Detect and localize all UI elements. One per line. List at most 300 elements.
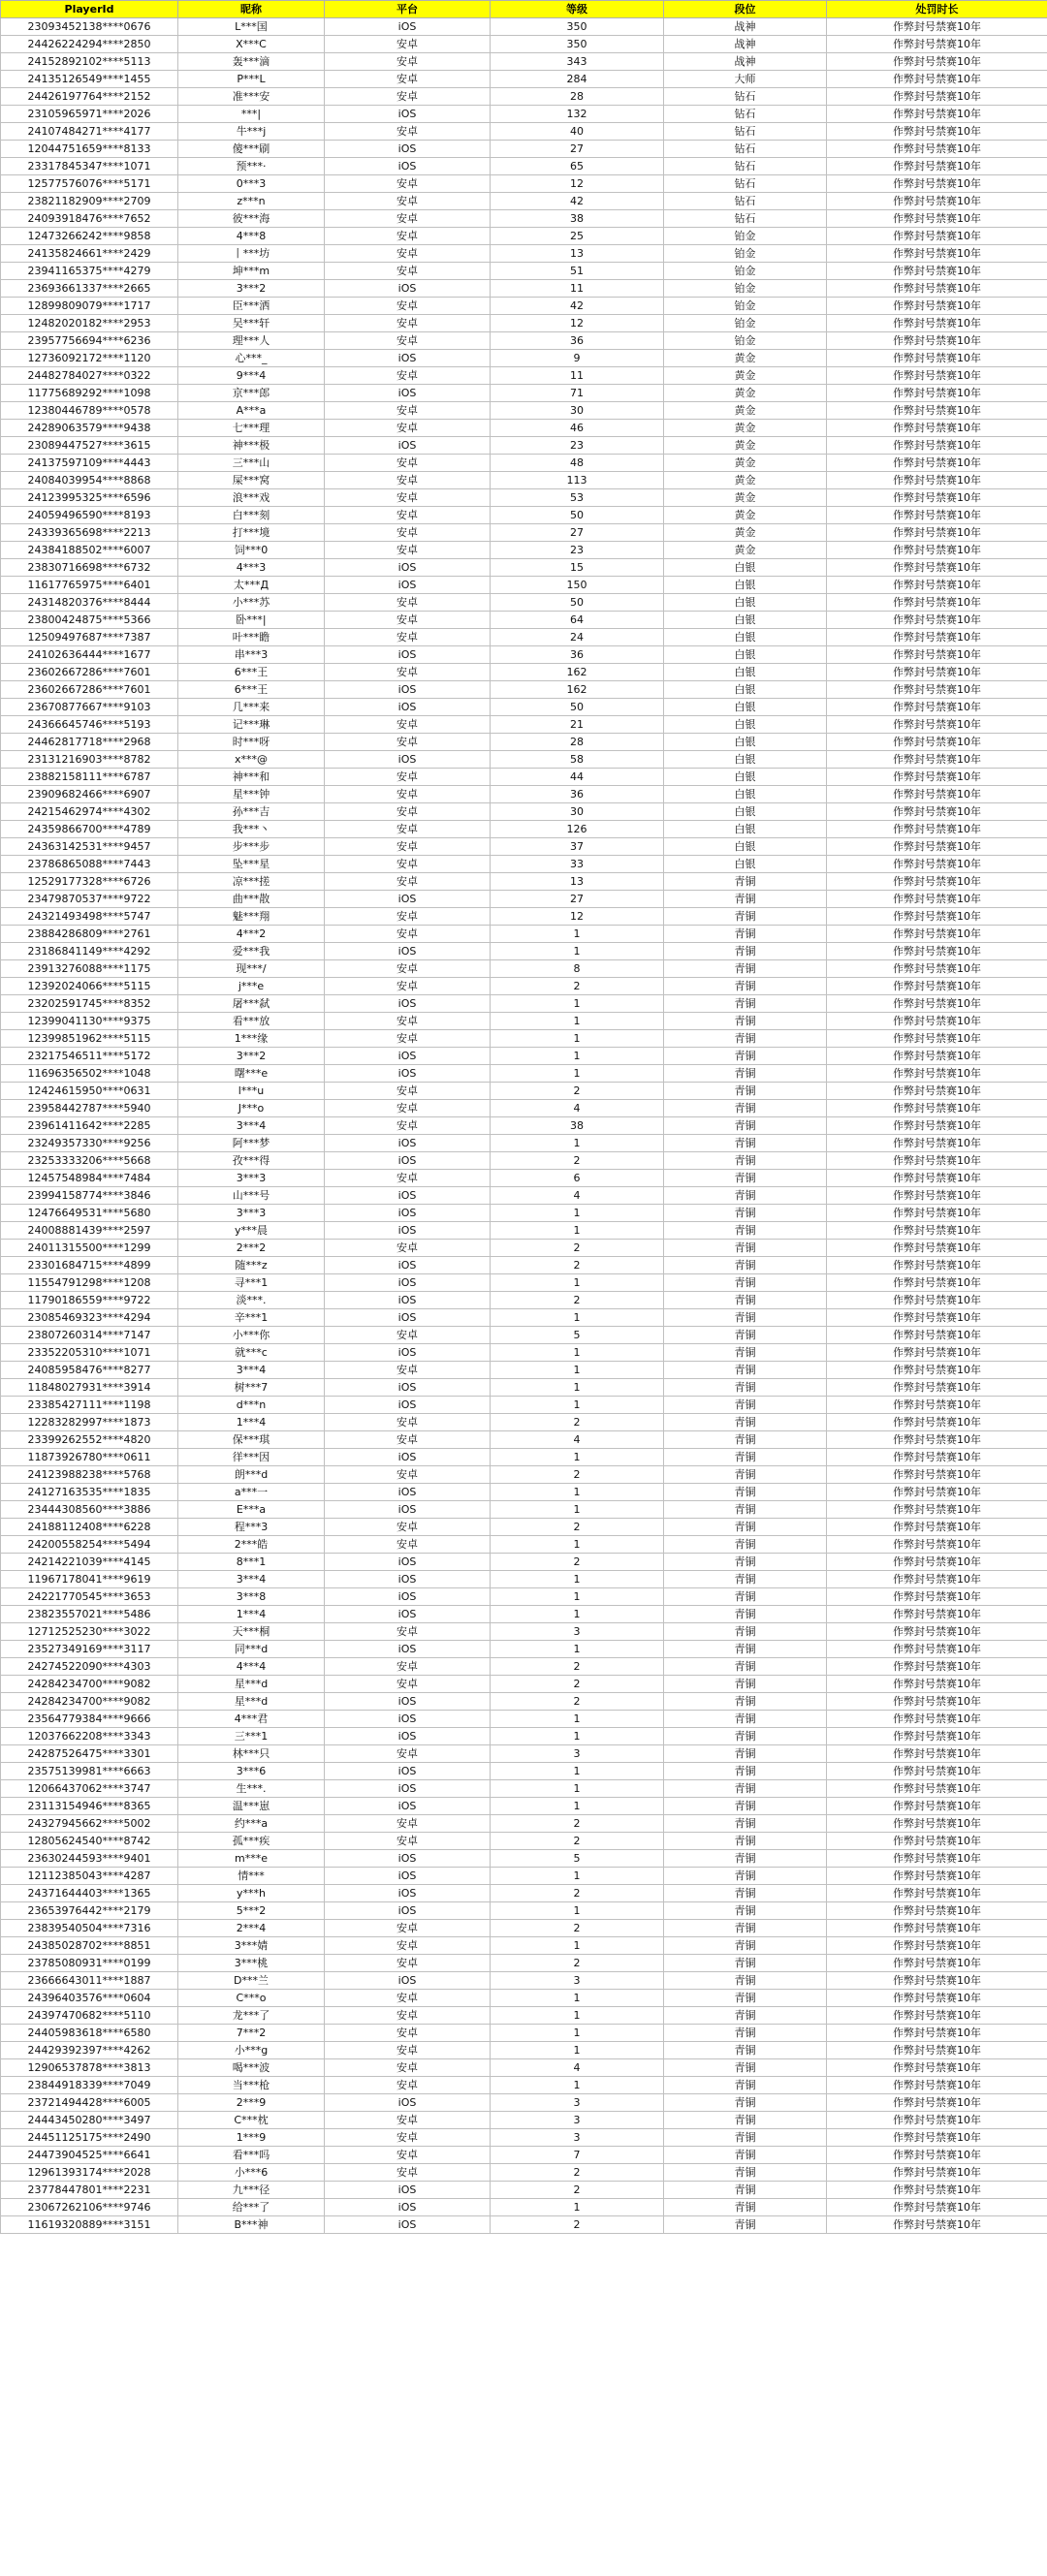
cell-penalty: 作弊封号禁赛10年: [827, 1641, 1047, 1658]
cell-player-id: 24397470682****5110: [1, 2007, 178, 2025]
table-row: [1, 751, 1047, 769]
table-row: [1, 960, 1047, 978]
cell-player-id: 24093918476****7652: [1, 210, 178, 228]
cell-level: 46: [491, 420, 664, 437]
cell-penalty: 作弊封号禁赛10年: [827, 1937, 1047, 1955]
cell-rank: 白银: [664, 559, 827, 577]
cell-penalty: 作弊封号禁赛10年: [827, 1257, 1047, 1274]
cell-rank: 铂金: [664, 315, 827, 332]
cell-level: 3: [491, 2094, 664, 2112]
cell-nickname: 6***王: [178, 681, 325, 699]
table-row: [1, 1431, 1047, 1449]
cell-platform: 安卓: [325, 838, 491, 856]
table-row: [1, 1449, 1047, 1466]
cell-nickname: 我***丶: [178, 821, 325, 838]
cell-level: 350: [491, 36, 664, 53]
cell-player-id: 24107484271****4177: [1, 123, 178, 141]
cell-player-id: 23217546511****5172: [1, 1048, 178, 1065]
cell-rank: 青铜: [664, 908, 827, 926]
cell-nickname: 8***1: [178, 1554, 325, 1571]
cell-level: 27: [491, 891, 664, 908]
cell-rank: 青铜: [664, 1100, 827, 1117]
table-row: [1, 1152, 1047, 1170]
table-row: [1, 2129, 1047, 2147]
cell-level: 48: [491, 455, 664, 472]
table-row: [1, 315, 1047, 332]
cell-rank: 青铜: [664, 1065, 827, 1083]
cell-penalty: 作弊封号禁赛10年: [827, 1885, 1047, 1902]
cell-level: 5: [491, 1850, 664, 1868]
table-row: [1, 1833, 1047, 1850]
cell-level: 1: [491, 1641, 664, 1658]
cell-level: 2: [491, 1658, 664, 1676]
cell-player-id: 12457548984****7484: [1, 1170, 178, 1187]
table-row: [1, 245, 1047, 263]
table-row: [1, 1205, 1047, 1222]
cell-rank: 青铜: [664, 1780, 827, 1798]
cell-nickname: 看***放: [178, 1013, 325, 1030]
table-row: [1, 926, 1047, 943]
cell-player-id: 12399851962****5115: [1, 1030, 178, 1048]
cell-nickname: 1***4: [178, 1606, 325, 1623]
cell-platform: iOS: [325, 1850, 491, 1868]
cell-penalty: 作弊封号禁赛10年: [827, 891, 1047, 908]
cell-platform: 安卓: [325, 1030, 491, 1048]
cell-penalty: 作弊封号禁赛10年: [827, 2077, 1047, 2094]
cell-player-id: 24359866700****4789: [1, 821, 178, 838]
cell-player-id: 23202591745****8352: [1, 995, 178, 1013]
cell-penalty: 作弊封号禁赛10年: [827, 1850, 1047, 1868]
cell-level: 12: [491, 175, 664, 193]
cell-rank: 黄金: [664, 472, 827, 489]
cell-player-id: 23778447801****2231: [1, 2182, 178, 2199]
cell-player-id: 24215462974****4302: [1, 803, 178, 821]
cell-level: 2: [491, 1519, 664, 1536]
cell-level: 2: [491, 2182, 664, 2199]
cell-rank: 青铜: [664, 2129, 827, 2147]
cell-platform: iOS: [325, 2216, 491, 2234]
cell-penalty: 作弊封号禁赛10年: [827, 1414, 1047, 1431]
cell-level: 1: [491, 1135, 664, 1152]
cell-penalty: 作弊封号禁赛10年: [827, 263, 1047, 280]
cell-level: 11: [491, 367, 664, 385]
table-row: [1, 1030, 1047, 1048]
cell-platform: iOS: [325, 1205, 491, 1222]
cell-rank: 白银: [664, 838, 827, 856]
table-row: [1, 1868, 1047, 1885]
cell-level: 1: [491, 1397, 664, 1414]
cell-nickname: 星***钟: [178, 786, 325, 803]
cell-player-id: 23249357330****9256: [1, 1135, 178, 1152]
table-row: [1, 1048, 1047, 1065]
cell-level: 11: [491, 280, 664, 298]
cell-nickname: 3***3: [178, 1205, 325, 1222]
cell-platform: iOS: [325, 280, 491, 298]
cell-penalty: 作弊封号禁赛10年: [827, 350, 1047, 367]
cell-penalty: 作弊封号禁赛10年: [827, 489, 1047, 507]
cell-player-id: 24214221039****4145: [1, 1554, 178, 1571]
cell-nickname: 喝***波: [178, 2059, 325, 2077]
cell-level: 1: [491, 943, 664, 960]
cell-rank: 黄金: [664, 350, 827, 367]
table-row: [1, 106, 1047, 123]
table-row: [1, 1972, 1047, 1990]
cell-level: 1: [491, 1379, 664, 1397]
cell-nickname: 曙***e: [178, 1065, 325, 1083]
cell-penalty: 作弊封号禁赛10年: [827, 141, 1047, 158]
cell-penalty: 作弊封号禁赛10年: [827, 1920, 1047, 1937]
cell-platform: 安卓: [325, 1815, 491, 1833]
cell-rank: 青铜: [664, 1187, 827, 1205]
cell-penalty: 作弊封号禁赛10年: [827, 53, 1047, 71]
cell-platform: iOS: [325, 2094, 491, 2112]
cell-platform: 安卓: [325, 908, 491, 926]
cell-player-id: 23830716698****6732: [1, 559, 178, 577]
cell-nickname: 淡***.: [178, 1292, 325, 1309]
cell-penalty: 作弊封号禁赛10年: [827, 193, 1047, 210]
cell-player-id: 24426197764****2152: [1, 88, 178, 106]
cell-rank: 青铜: [664, 1536, 827, 1554]
cell-penalty: 作弊封号禁赛10年: [827, 559, 1047, 577]
cell-level: 51: [491, 263, 664, 280]
cell-player-id: 23884286809****2761: [1, 926, 178, 943]
cell-penalty: 作弊封号禁赛10年: [827, 1292, 1047, 1309]
cell-player-id: 24405983618****6580: [1, 2025, 178, 2042]
cell-penalty: 作弊封号禁赛10年: [827, 1745, 1047, 1763]
cell-player-id: 24384188502****6007: [1, 542, 178, 559]
cell-player-id: 24274522090****4303: [1, 1658, 178, 1676]
cell-platform: iOS: [325, 1728, 491, 1745]
cell-rank: 黄金: [664, 402, 827, 420]
cell-penalty: 作弊封号禁赛10年: [827, 2147, 1047, 2164]
cell-player-id: 24200558254****5494: [1, 1536, 178, 1554]
cell-level: 23: [491, 542, 664, 559]
cell-nickname: 朗***d: [178, 1466, 325, 1484]
cell-rank: 青铜: [664, 1745, 827, 1763]
cell-nickname: 几***来: [178, 699, 325, 716]
cell-level: 12: [491, 315, 664, 332]
cell-platform: 安卓: [325, 926, 491, 943]
table-row: [1, 507, 1047, 524]
cell-penalty: 作弊封号禁赛10年: [827, 1868, 1047, 1885]
cell-platform: 安卓: [325, 2007, 491, 2025]
cell-platform: 安卓: [325, 856, 491, 873]
cell-penalty: 作弊封号禁赛10年: [827, 995, 1047, 1013]
cell-penalty: 作弊封号禁赛10年: [827, 158, 1047, 175]
cell-platform: 安卓: [325, 1676, 491, 1693]
cell-player-id: 24284234700****9082: [1, 1676, 178, 1693]
cell-level: 13: [491, 873, 664, 891]
cell-level: 4: [491, 1100, 664, 1117]
table-row: [1, 1274, 1047, 1292]
cell-player-id: 24102636444****1677: [1, 646, 178, 664]
cell-rank: 青铜: [664, 1990, 827, 2007]
cell-rank: 青铜: [664, 1658, 827, 1676]
cell-penalty: 作弊封号禁赛10年: [827, 1152, 1047, 1170]
cell-nickname: 3***4: [178, 1362, 325, 1379]
cell-platform: 安卓: [325, 1519, 491, 1536]
cell-nickname: 随***z: [178, 1257, 325, 1274]
cell-level: 1: [491, 1048, 664, 1065]
cell-nickname: 牛***j: [178, 123, 325, 141]
cell-penalty: 作弊封号禁赛10年: [827, 751, 1047, 769]
cell-player-id: 24339365698****2213: [1, 524, 178, 542]
table-row: [1, 332, 1047, 350]
cell-level: 2: [491, 1152, 664, 1170]
cell-penalty: 作弊封号禁赛10年: [827, 2112, 1047, 2129]
cell-platform: 安卓: [325, 298, 491, 315]
cell-nickname: C***o: [178, 1990, 325, 2007]
cell-penalty: 作弊封号禁赛10年: [827, 664, 1047, 681]
cell-nickname: 9***4: [178, 367, 325, 385]
cell-player-id: 23630244593****9401: [1, 1850, 178, 1868]
cell-level: 1: [491, 1309, 664, 1327]
cell-level: 5: [491, 1327, 664, 1344]
cell-rank: 青铜: [664, 1571, 827, 1588]
cell-platform: 安卓: [325, 420, 491, 437]
cell-level: 36: [491, 332, 664, 350]
cell-level: 33: [491, 856, 664, 873]
cell-penalty: 作弊封号禁赛10年: [827, 1187, 1047, 1205]
cell-penalty: 作弊封号禁赛10年: [827, 106, 1047, 123]
cell-rank: 青铜: [664, 2216, 827, 2234]
cell-platform: iOS: [325, 1711, 491, 1728]
cell-penalty: 作弊封号禁赛10年: [827, 960, 1047, 978]
cell-level: 3: [491, 1972, 664, 1990]
cell-level: 4: [491, 1431, 664, 1449]
cell-player-id: 12473266242****9858: [1, 228, 178, 245]
cell-level: 1: [491, 1780, 664, 1798]
cell-platform: 安卓: [325, 1833, 491, 1850]
cell-player-id: 23085469323****4294: [1, 1309, 178, 1327]
cell-level: 1: [491, 2077, 664, 2094]
cell-platform: 安卓: [325, 367, 491, 385]
cell-platform: 安卓: [325, 978, 491, 995]
cell-nickname: 凉***搓: [178, 873, 325, 891]
table-row: [1, 1117, 1047, 1135]
cell-player-id: 24188112408****6228: [1, 1519, 178, 1536]
table-row: [1, 1536, 1047, 1554]
cell-level: 1: [491, 1030, 664, 1048]
cell-nickname: 就***c: [178, 1344, 325, 1362]
cell-penalty: 作弊封号禁赛10年: [827, 1135, 1047, 1152]
cell-level: 1: [491, 1588, 664, 1606]
cell-platform: 安卓: [325, 71, 491, 88]
cell-rank: 青铜: [664, 943, 827, 960]
cell-player-id: 12899809079****1717: [1, 298, 178, 315]
cell-penalty: 作弊封号禁赛10年: [827, 1397, 1047, 1414]
cell-platform: 安卓: [325, 960, 491, 978]
cell-platform: 安卓: [325, 594, 491, 612]
cell-player-id: 23527349169****3117: [1, 1641, 178, 1658]
cell-nickname: 给***了: [178, 2199, 325, 2216]
cell-penalty: 作弊封号禁赛10年: [827, 71, 1047, 88]
cell-player-id: 23693661337****2665: [1, 280, 178, 298]
cell-rank: 白银: [664, 856, 827, 873]
cell-penalty: 作弊封号禁赛10年: [827, 926, 1047, 943]
cell-rank: 青铜: [664, 1972, 827, 1990]
cell-level: 2: [491, 2164, 664, 2182]
cell-penalty: 作弊封号禁赛10年: [827, 385, 1047, 402]
cell-level: 24: [491, 629, 664, 646]
table-row: [1, 716, 1047, 734]
cell-player-id: 23317845347****1071: [1, 158, 178, 175]
cell-platform: iOS: [325, 1798, 491, 1815]
cell-nickname: 树***7: [178, 1379, 325, 1397]
table-row: [1, 2042, 1047, 2059]
cell-level: 132: [491, 106, 664, 123]
cell-nickname: 生***.: [178, 1780, 325, 1798]
cell-rank: 青铜: [664, 1292, 827, 1309]
cell-rank: 青铜: [664, 1449, 827, 1466]
cell-level: 1: [491, 1222, 664, 1240]
cell-rank: 青铜: [664, 1798, 827, 1815]
cell-rank: 青铜: [664, 1030, 827, 1048]
cell-nickname: 6***王: [178, 664, 325, 681]
cell-rank: 钻石: [664, 210, 827, 228]
table-row: [1, 1676, 1047, 1693]
cell-player-id: 23800424875****5366: [1, 612, 178, 629]
cell-nickname: 山***号: [178, 1187, 325, 1205]
cell-rank: 青铜: [664, 1240, 827, 1257]
table-row: [1, 1379, 1047, 1397]
cell-penalty: 作弊封号禁赛10年: [827, 629, 1047, 646]
cell-penalty: 作弊封号禁赛10年: [827, 1536, 1047, 1554]
cell-rank: 青铜: [664, 1048, 827, 1065]
cell-penalty: 作弊封号禁赛10年: [827, 943, 1047, 960]
cell-platform: iOS: [325, 1501, 491, 1519]
cell-penalty: 作弊封号禁赛10年: [827, 908, 1047, 926]
cell-penalty: 作弊封号禁赛10年: [827, 1344, 1047, 1362]
table-row: [1, 908, 1047, 926]
cell-nickname: D***兰: [178, 1972, 325, 1990]
cell-rank: 青铜: [664, 1693, 827, 1711]
cell-rank: 青铜: [664, 1676, 827, 1693]
cell-rank: 钻石: [664, 175, 827, 193]
cell-platform: iOS: [325, 158, 491, 175]
cell-player-id: 23839540504****7316: [1, 1920, 178, 1937]
cell-nickname: 时***呀: [178, 734, 325, 751]
cell-player-id: 23131216903****8782: [1, 751, 178, 769]
table-row: [1, 838, 1047, 856]
cell-platform: iOS: [325, 995, 491, 1013]
cell-player-id: 24289063579****9438: [1, 420, 178, 437]
cell-platform: iOS: [325, 1868, 491, 1885]
cell-level: 65: [491, 158, 664, 175]
table-row: [1, 943, 1047, 960]
cell-platform: iOS: [325, 891, 491, 908]
cell-nickname: l***u: [178, 1083, 325, 1100]
cell-rank: 黄金: [664, 385, 827, 402]
cell-level: 1: [491, 2025, 664, 2042]
cell-level: 15: [491, 559, 664, 577]
cell-penalty: 作弊封号禁赛10年: [827, 1484, 1047, 1501]
cell-nickname: 保***琪: [178, 1431, 325, 1449]
header-rank: 段位: [664, 1, 827, 18]
cell-rank: 青铜: [664, 1833, 827, 1850]
cell-level: 3: [491, 1745, 664, 1763]
cell-platform: 安卓: [325, 1955, 491, 1972]
cell-level: 1: [491, 995, 664, 1013]
cell-rank: 战神: [664, 53, 827, 71]
cell-player-id: 23444308560****3886: [1, 1501, 178, 1519]
cell-platform: iOS: [325, 1257, 491, 1274]
cell-nickname: C***枕: [178, 2112, 325, 2129]
cell-penalty: 作弊封号禁赛10年: [827, 1955, 1047, 1972]
cell-platform: 安卓: [325, 786, 491, 803]
cell-player-id: 11554791298****1208: [1, 1274, 178, 1292]
cell-nickname: 天***桐: [178, 1623, 325, 1641]
cell-nickname: 当***枪: [178, 2077, 325, 2094]
cell-player-id: 24127163535****1835: [1, 1484, 178, 1501]
cell-level: 42: [491, 193, 664, 210]
cell-player-id: 23089447527****3615: [1, 437, 178, 455]
cell-nickname: 饲***0: [178, 542, 325, 559]
cell-rank: 钻石: [664, 123, 827, 141]
cell-player-id: 23958442787****5940: [1, 1100, 178, 1117]
cell-player-id: 12283282997****1873: [1, 1414, 178, 1431]
cell-rank: 青铜: [664, 1902, 827, 1920]
cell-platform: 安卓: [325, 210, 491, 228]
cell-rank: 青铜: [664, 1641, 827, 1658]
cell-penalty: 作弊封号禁赛10年: [827, 646, 1047, 664]
cell-rank: 青铜: [664, 1397, 827, 1414]
cell-penalty: 作弊封号禁赛10年: [827, 2216, 1047, 2234]
cell-player-id: 23399262552****4820: [1, 1431, 178, 1449]
cell-penalty: 作弊封号禁赛10年: [827, 245, 1047, 263]
cell-nickname: 2***4: [178, 1920, 325, 1937]
cell-level: 1: [491, 1728, 664, 1745]
cell-platform: 安卓: [325, 1100, 491, 1117]
cell-player-id: 12037662208****3343: [1, 1728, 178, 1745]
cell-nickname: 孤***疾: [178, 1833, 325, 1850]
cell-player-id: 23352205310****1071: [1, 1344, 178, 1362]
cell-level: 50: [491, 594, 664, 612]
cell-rank: 白银: [664, 803, 827, 821]
table-row: [1, 1083, 1047, 1100]
cell-penalty: 作弊封号禁赛10年: [827, 36, 1047, 53]
cell-level: 64: [491, 612, 664, 629]
table-row: [1, 1571, 1047, 1588]
cell-rank: 青铜: [664, 1519, 827, 1536]
cell-penalty: 作弊封号禁赛10年: [827, 1833, 1047, 1850]
cell-penalty: 作弊封号禁赛10年: [827, 88, 1047, 106]
cell-level: 40: [491, 123, 664, 141]
cell-player-id: 23067262106****9746: [1, 2199, 178, 2216]
cell-penalty: 作弊封号禁赛10年: [827, 402, 1047, 420]
cell-rank: 青铜: [664, 1431, 827, 1449]
cell-rank: 青铜: [664, 1466, 827, 1484]
cell-player-id: 12736092172****1120: [1, 350, 178, 367]
table-row: [1, 2094, 1047, 2112]
cell-penalty: 作弊封号禁赛10年: [827, 1030, 1047, 1048]
cell-penalty: 作弊封号禁赛10年: [827, 2094, 1047, 2112]
cell-player-id: 24443450280****3497: [1, 2112, 178, 2129]
cell-nickname: d***n: [178, 1397, 325, 1414]
cell-level: 150: [491, 577, 664, 594]
table-row: [1, 2025, 1047, 2042]
cell-platform: iOS: [325, 1693, 491, 1711]
cell-penalty: 作弊封号禁赛10年: [827, 612, 1047, 629]
cell-player-id: 24135126549****1455: [1, 71, 178, 88]
cell-player-id: 23301684715****4899: [1, 1257, 178, 1274]
cell-penalty: 作弊封号禁赛10年: [827, 298, 1047, 315]
table-row: [1, 141, 1047, 158]
cell-nickname: 4***8: [178, 228, 325, 245]
table-row: [1, 210, 1047, 228]
table-row: [1, 873, 1047, 891]
cell-penalty: 作弊封号禁赛10年: [827, 769, 1047, 786]
